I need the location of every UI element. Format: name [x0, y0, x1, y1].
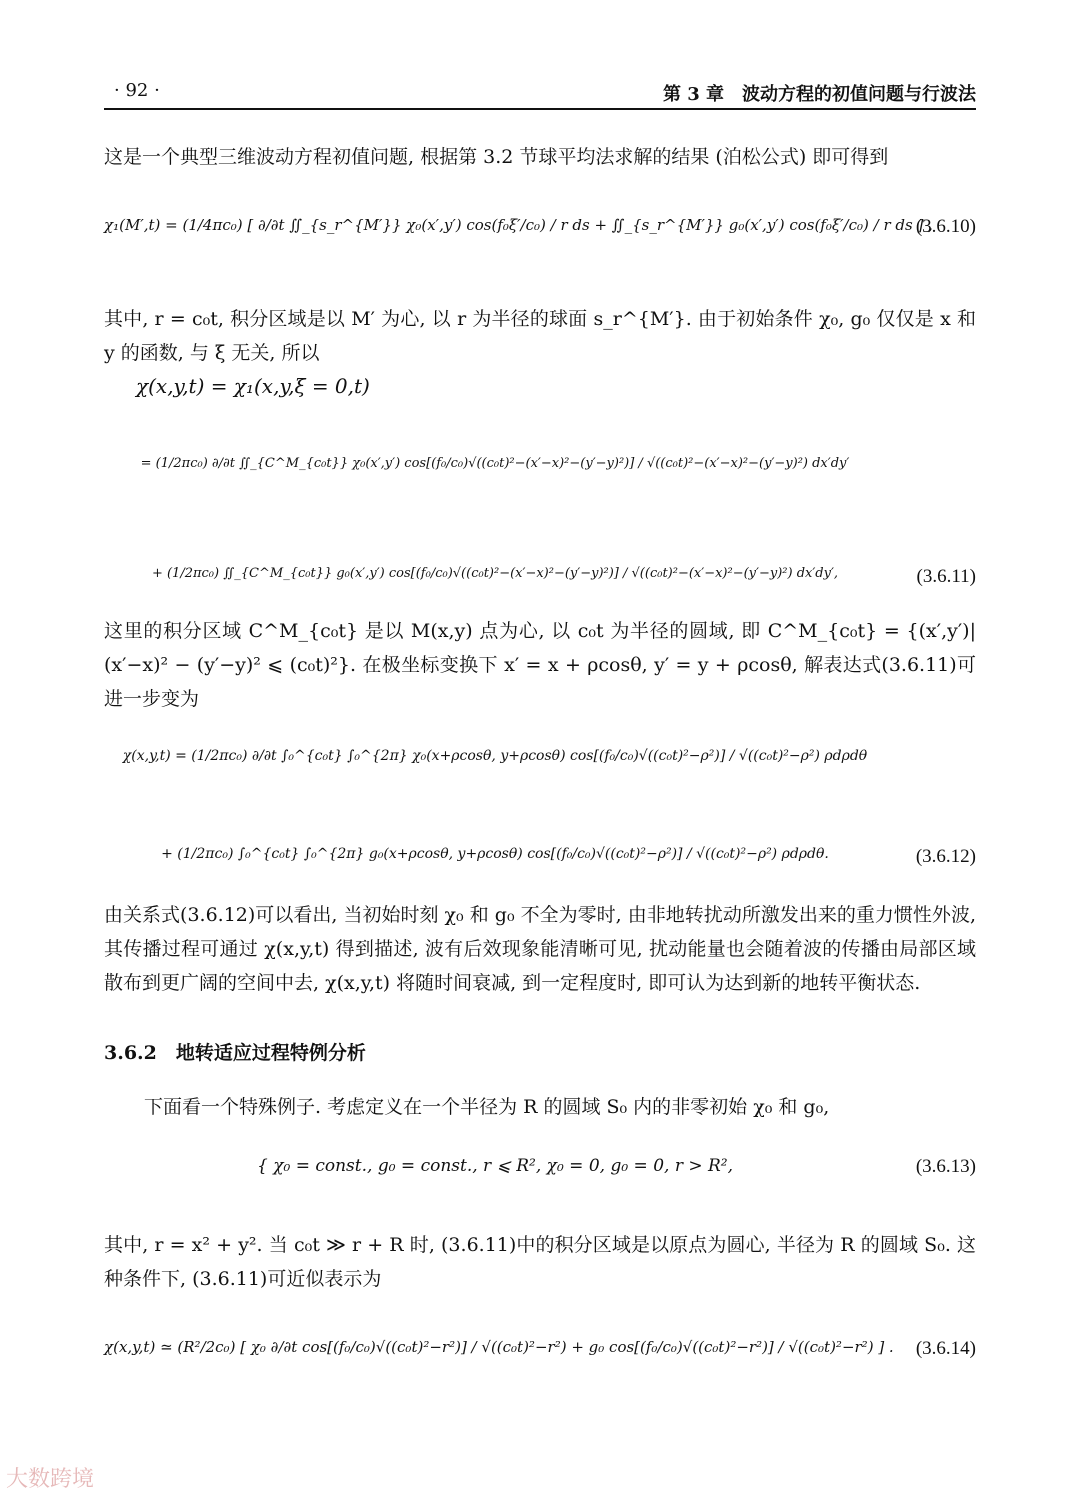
- equation-body: { χ₀ = const., g₀ = const., r ⩽ R², χ₀ = 0, g₀ = 0, r > R²,: [256, 1156, 734, 1176]
- watermark-logo: 大数跨境: [6, 1467, 95, 1492]
- equation-body: χ(x,y,t) = χ₁(x,y,ξ = 0,t): [136, 374, 370, 398]
- equation-number: (3.6.10): [915, 216, 976, 237]
- equation-body: + (1/2πc₀) ∬_{C^M_{c₀t}} g₀(x′,y′) cos[(f₀/c₀)√((c₀t)²−(x′−x)²−(y′−y)²)] / √((c₀t)²−(x′−x)²−(y′−y)²) dx′dy′,: [151, 566, 839, 581]
- equation-number: (3.6.13): [915, 1156, 976, 1177]
- equation-body: = (1/2πc₀) ∂/∂t ∬_{C^M_{c₀t}} χ₀(x′,y′) cos[(f₀/c₀)√((c₀t)²−(x′−x)²−(y′−y)²)] / √((c₀t)²−(x′−x)²−(y′−y)²) dx′dy′: [140, 456, 850, 471]
- equation-number: (3.6.12): [915, 846, 976, 867]
- page-number: · 92 ·: [114, 80, 160, 101]
- equation-body: χ₁(M′,t) = (1/4πc₀) [ ∂/∂t ∬_{s_r^{M′}} χ₀(x′,y′) cos(f₀ξ′/c₀) / r ds + ∬_{s_r^{M′}} g₀(x′,y′) cos(f₀ξ′/c₀) / r ds ] ,: [104, 216, 933, 234]
- equation-3-6-13: [104, 1156, 976, 1196]
- equation-number: (3.6.14): [915, 1338, 976, 1359]
- equation-body: χ(x,y,t) = (1/2πc₀) ∂/∂t ∫₀^{c₀t} ∫₀^{2π} χ₀(x+ρcosθ, y+ρcosθ) cos[(f₀/c₀)√((c₀t)²−ρ²)] / √((c₀t)²−ρ²) ρdρdθ: [122, 748, 868, 764]
- paragraph-polar: 这里的积分区域 C^M_{c₀t} 是以 M(x,y) 点为心, 以 c₀t 为半径的圆域, 即 C^M_{c₀t} = {(x′,y′)|(x′−x)² − (y′−y)² ⩽ (c₀t)²}. 在极坐标变换下 x′ = x + ρcosθ, y′ = y + ρcosθ, 解表达式(3.6.11)可进一步变为: [104, 620, 976, 710]
- equation-body: χ(x,y,t) ≃ (R²/2c₀) [ χ₀ ∂/∂t cos[(f₀/c₀)√((c₀t)²−r²)] / √((c₀t)²−r²) + g₀ cos[(f₀/c₀)√((c₀t)²−r²)] / √((c₀t)²−r²) ] .: [104, 1338, 894, 1356]
- equation-3-6-10: [104, 216, 976, 256]
- equation-3-6-12-a: [104, 748, 976, 788]
- paragraph-domain: 其中, r = c₀t, 积分区域是以 M′ 为心, 以 r 为半径的球面 s_r^{M′}. 由于初始条件 χ₀, g₀ 仅仅是 x 和 y 的函数, 与 ξ 无关, 所以: [104, 308, 976, 364]
- paragraph-approx: 其中, r = x² + y². 当 c₀t ≫ r + R 时, (3.6.11)中的积分区域是以原点为圆心, 半径为 R 的圆域 S₀. 这种条件下, (3.6.11)可近似表示为: [104, 1234, 976, 1290]
- running-header: [104, 76, 976, 110]
- equation-3-6-14: [104, 1338, 976, 1378]
- paragraph-example: 下面看一个特殊例子. 考虑定义在一个半径为 R 的圆域 S₀ 内的非零初始 χ₀ 和 g₀,: [144, 1096, 830, 1118]
- equation-3-6-12-b: [104, 846, 976, 886]
- section-heading: 3.6.2 地转适应过程特例分析: [104, 1042, 366, 1064]
- equation-3-6-11-b: [104, 566, 976, 606]
- equation-number: (3.6.11): [916, 566, 976, 587]
- equation-3-6-11-a: [104, 456, 976, 496]
- paragraph-intro: 这是一个典型三维波动方程初值问题, 根据第 3.2 节球平均法求解的结果 (泊松公式) 即可得到: [104, 146, 889, 168]
- paragraph-discussion: 由关系式(3.6.12)可以看出, 当初始时刻 χ₀ 和 g₀ 不全为零时, 由非地转扰动所激发出来的重力惯性外波, 其传播过程可通过 χ(x,y,t) 得到描述, 波有后效现象能清晰可见, 扰动能量也会随着波的传播由局部区域散布到更广阔的空间中去, χ(x,y,t) 将随时间衰减, 到一定程度时, 即可认为达到新的地转平衡状态.: [104, 904, 976, 994]
- equation-body: + (1/2πc₀) ∫₀^{c₀t} ∫₀^{2π} g₀(x+ρcosθ, y+ρcosθ) cos[(f₀/c₀)√((c₀t)²−ρ²)] / √((c₀t)²−ρ²) ρdρdθ.: [161, 846, 829, 862]
- chapter-title: 第 3 章 波动方程的初值问题与行波法: [662, 84, 976, 105]
- equation-chi-def: [104, 374, 976, 414]
